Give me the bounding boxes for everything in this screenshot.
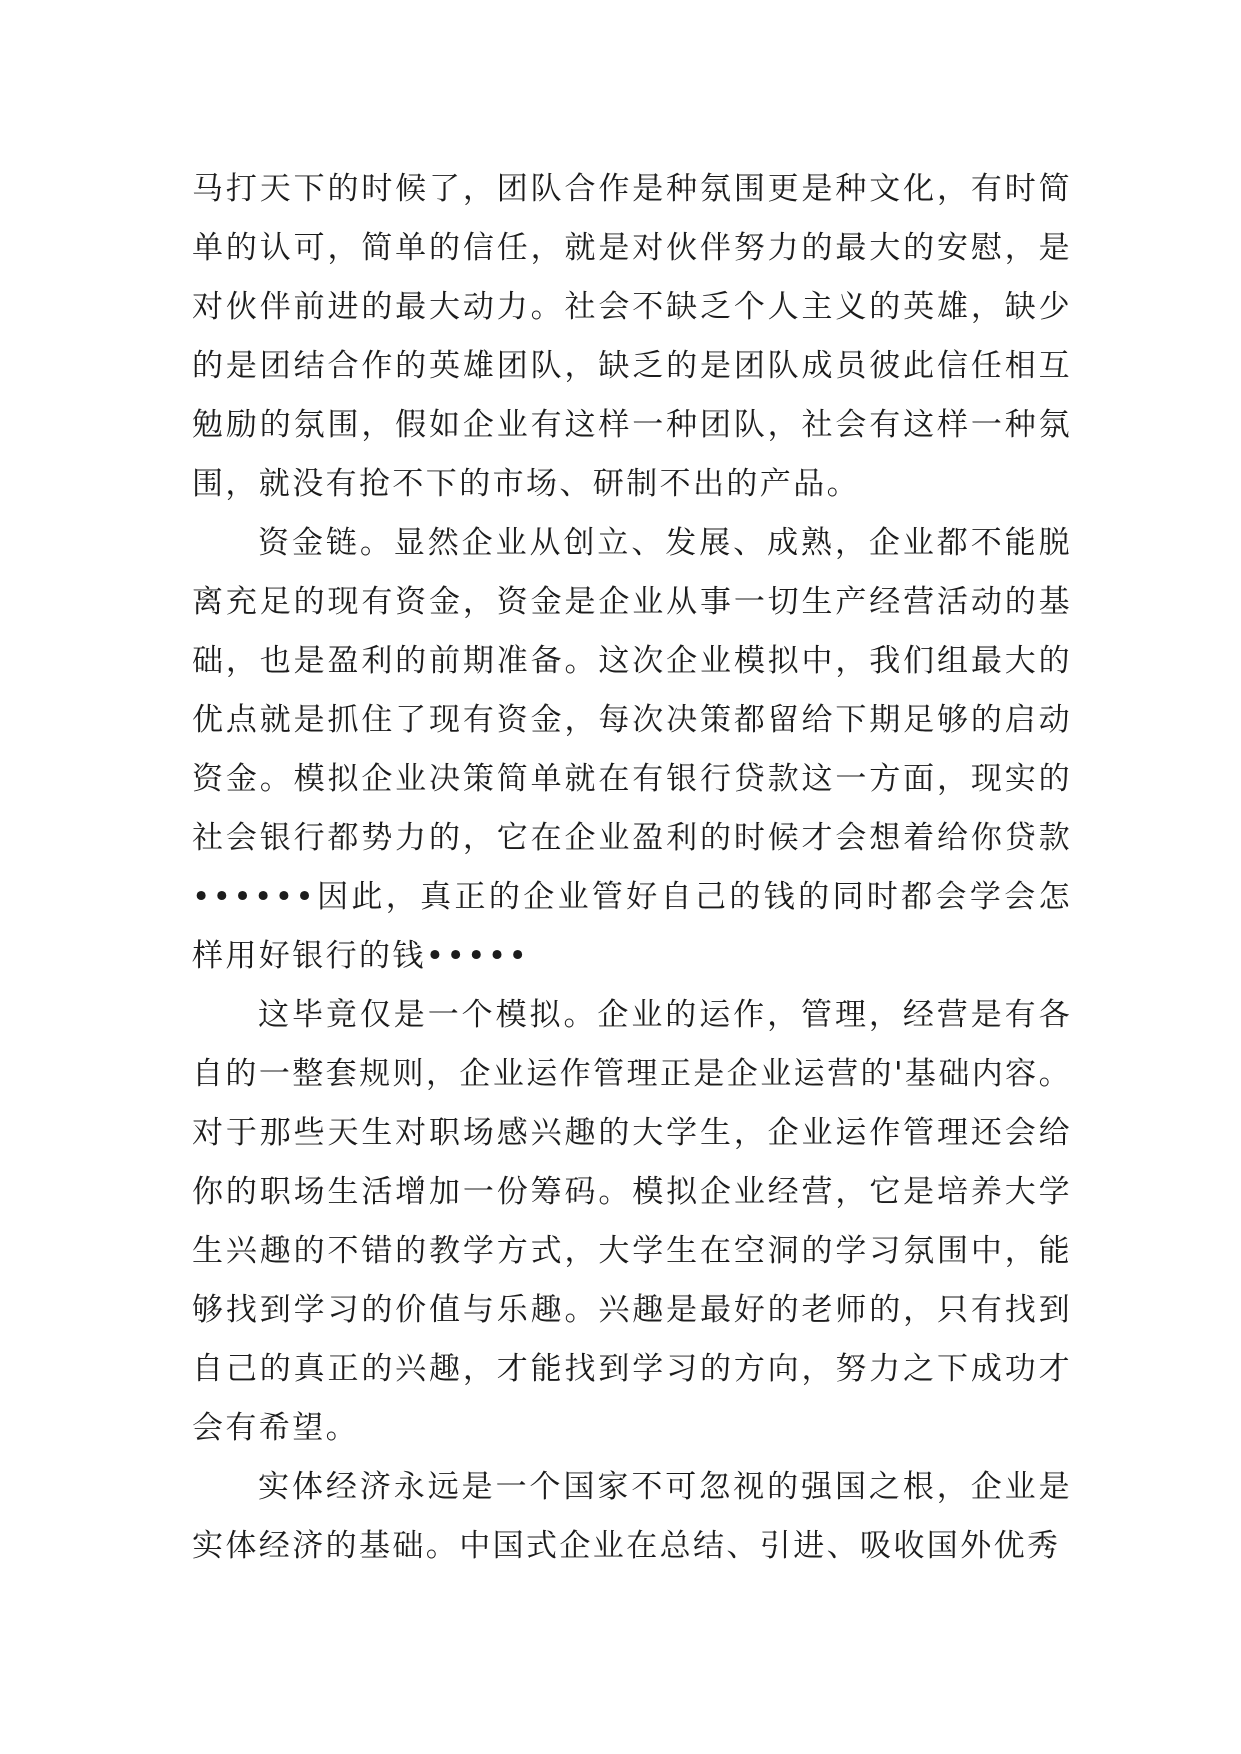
paragraph-team-cooperation: 马打天下的时候了，团队合作是种氛围更是种文化，有时简单的认可，简单的信任，就是对伙伴努力的最大的安慰，是对伙伴前进的最大动力。社会不缺乏个人主义的英雄，缺少的是团结合作的英雄团队，缺乏的是团队成员彼此信任相互勉励的氛围，假如企业有这样一种团队，社会有这样一种氛围，就没有抢不下的市场、研制不出的产品。 (192, 171, 1072, 502)
paragraph-simulation: 这毕竟仅是一个模拟。企业的运作，管理，经营是有各自的一整套规则，企业运作管理正是企业运营的'基础内容。对于那些天生对职场感兴趣的大学生，企业运作管理还会给你的职场生活增加一份筹码。模拟企业经营，它是培养大学生兴趣的不错的教学方式，大学生在空洞的学习氛围中，能够找到学习的价值与乐趣。兴趣是最好的老师的，只有找到自己的真正的兴趣，才能找到学习的方向，努力之下成功才会有希望。 (192, 997, 1072, 1446)
paragraph-real-economy: 实体经济永远是一个国家不可忽视的强国之根，企业是实体经济的基础。中国式企业在总结、引进、吸收国外优秀 (192, 1469, 1072, 1564)
document-body (192, 160, 1072, 1576)
paragraph-capital-chain: 资金链。显然企业从创立、发展、成熟，企业都不能脱离充足的现有资金，资金是企业从事一切生产经营活动的基础，也是盈利的前期准备。这次企业模拟中，我们组最大的优点就是抓住了现有资金，每次决策都留给下期足够的启动资金。模拟企业决策简单就在有银行贷款这一方面，现实的社会银行都势力的，它在企业盈利的时候才会想着给你贷款••••••因此，真正的企业管好自己的钱的同时都会学会怎样用好银行的钱••••• (192, 525, 1072, 974)
